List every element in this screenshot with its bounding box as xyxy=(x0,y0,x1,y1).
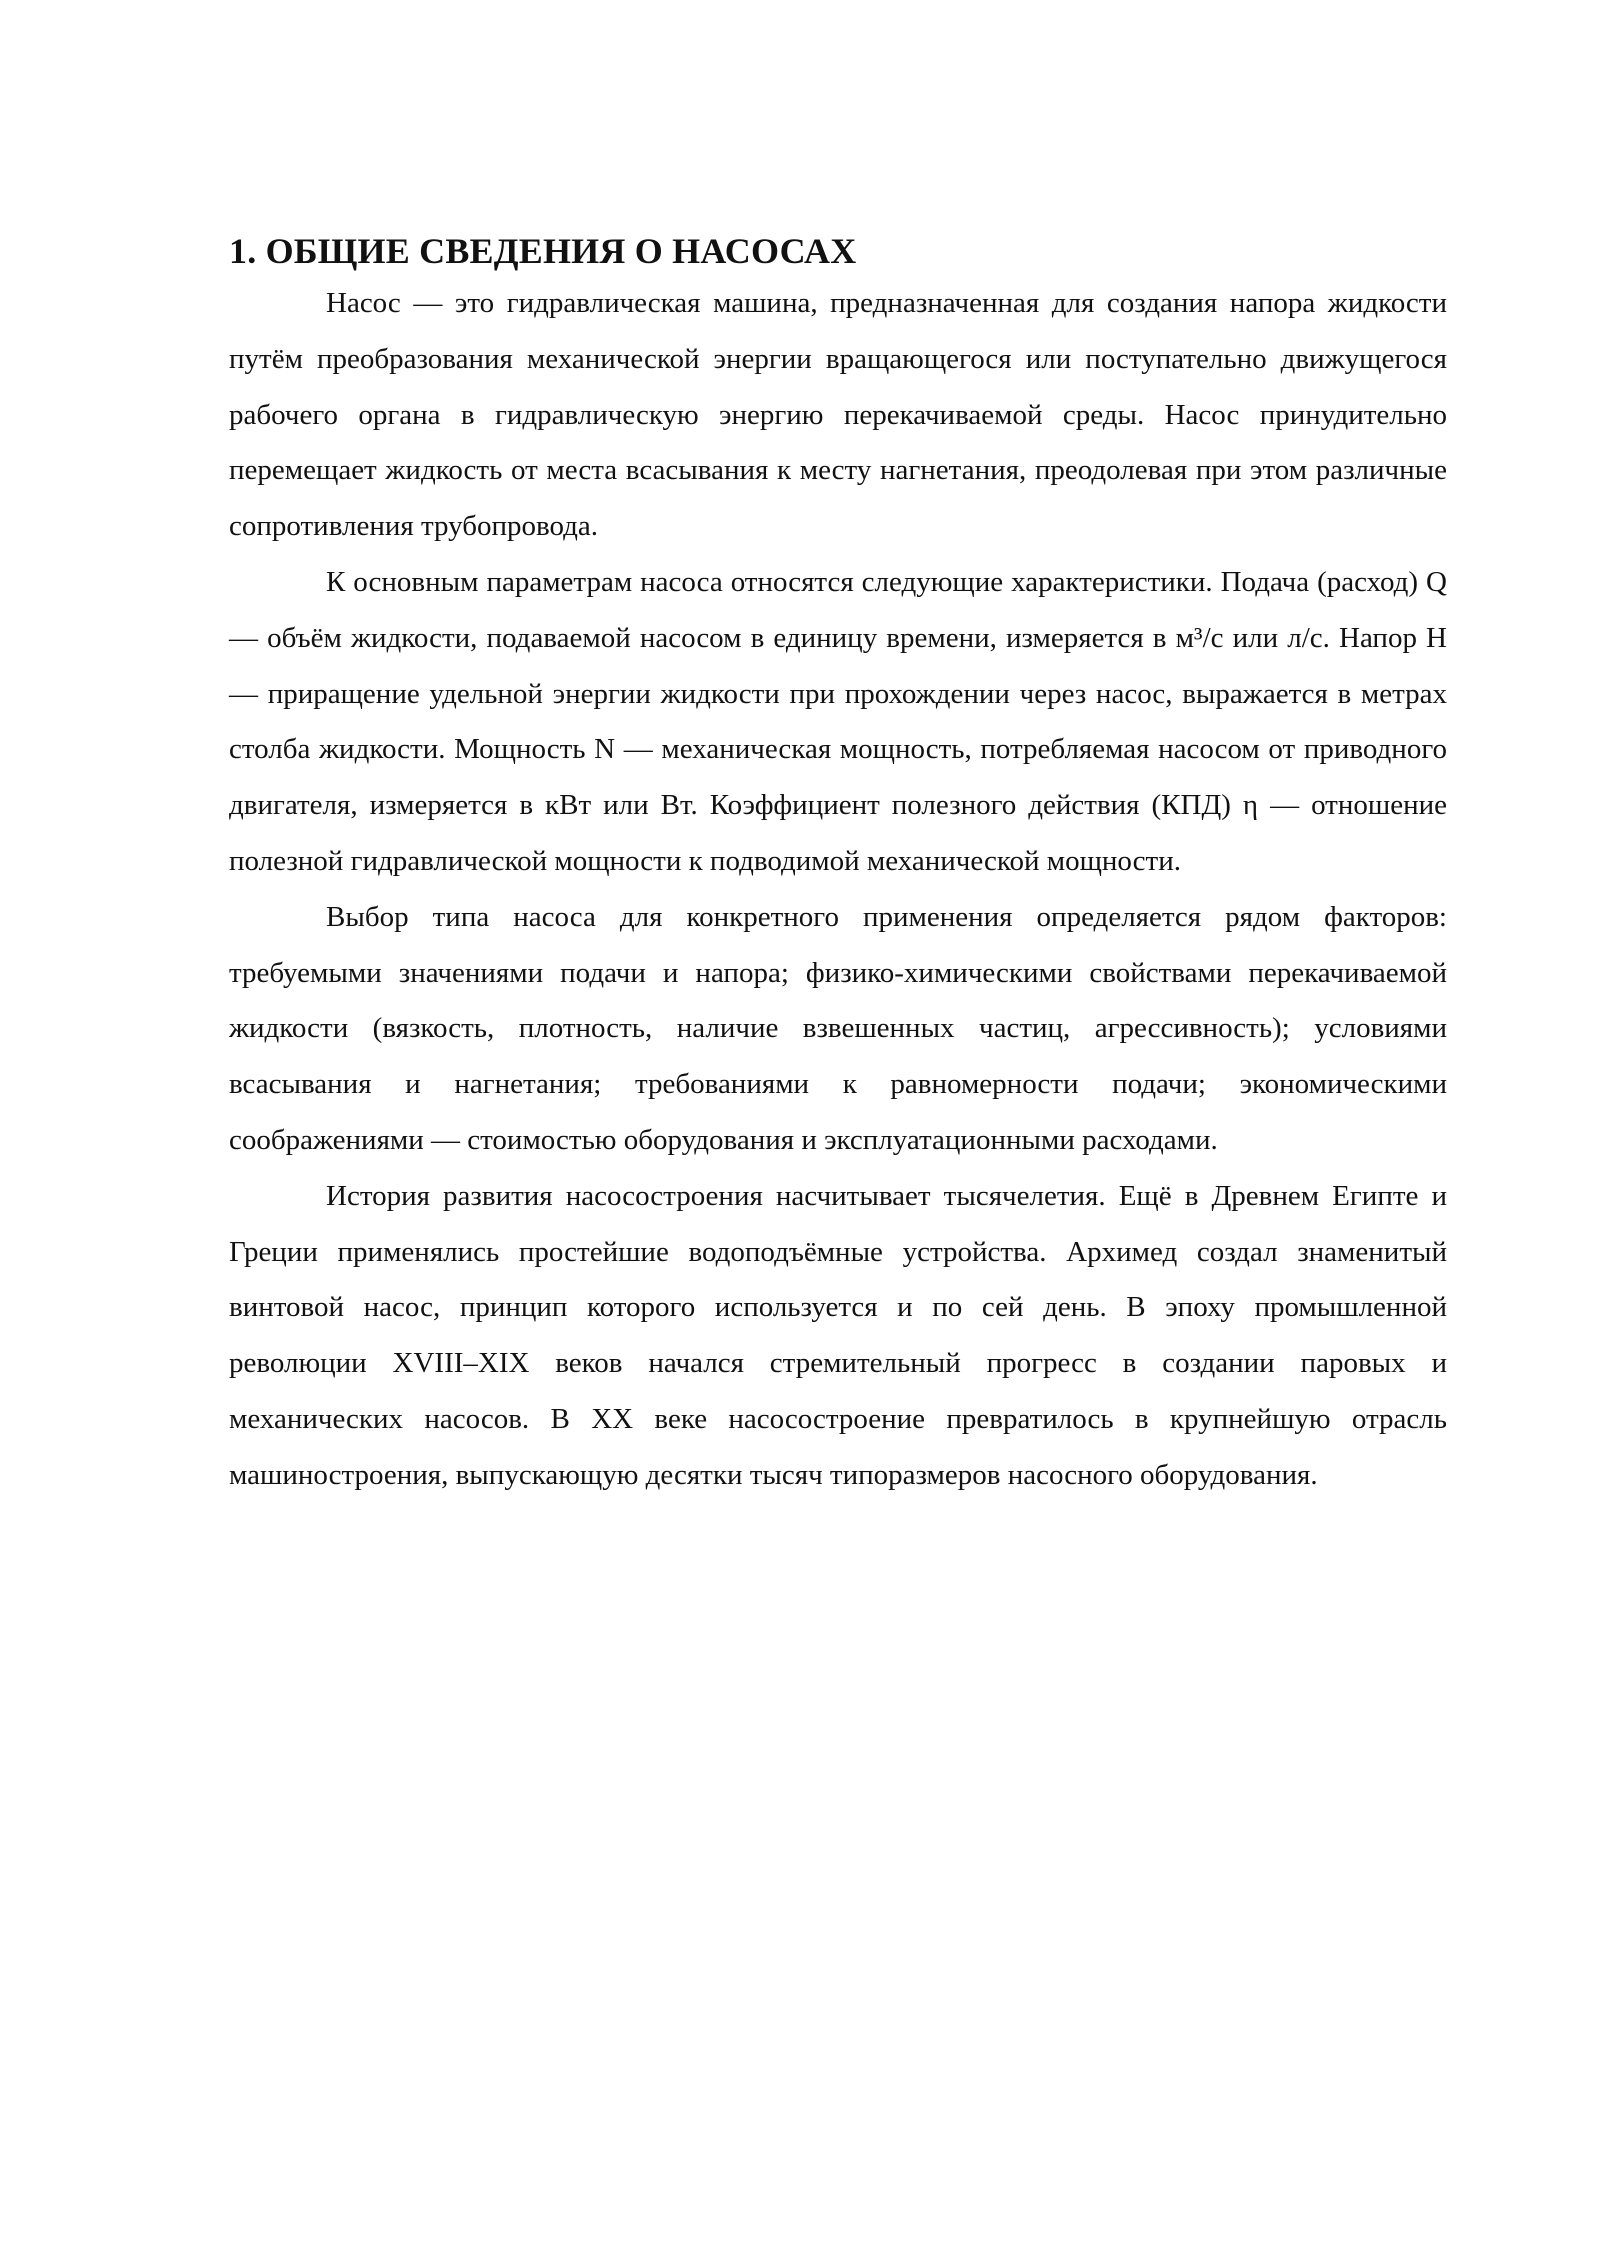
paragraph-pump-history: История развития насосостроения насчитывает тысячелетия. Ещё в Древнем Египте и Греции применялись простейшие водоподъёмные устройства. Архимед создал знаменитый винтовой насос, принцип которого используется и по сей день. В эпоху промышленной революции XVIII–XIX веков начался стремительный прогресс в создании паровых и механических насосов. В XX веке насосостроение превратилось в крупнейшую отрасль машиностроения, выпускающую десятки тысяч типоразмеров насосного оборудования. xyxy=(229,1179,1447,1491)
document-body xyxy=(229,226,1447,1504)
section-heading: 1. ОБЩИЕ СВЕДЕНИЯ О НАСОСАХ xyxy=(229,231,857,271)
paragraph-pump-selection: Выбор типа насоса для конкретного применения определяется рядом факторов: требуемыми значениями подачи и напора; физико-химическими свойствами перекачиваемой жидкости (вязкость, плотность, наличие взвешенных частиц, агрессивность); условиями всасывания и нагнетания; требованиями к равномерности подачи; экономическими соображениями — стоимостью оборудования и эксплуатационными расходами. xyxy=(229,900,1447,1156)
paragraph-pump-definition: Насос — это гидравлическая машина, предназначенная для создания напора жидкости путём преобразования механической энергии вращающегося или поступательно движущегося рабочего органа в гидравлическую энергию перекачиваемой среды. Насос принудительно перемещает жидкость от места всасывания к месту нагнетания, преодолевая при этом различные сопротивления трубопровода. xyxy=(229,287,1447,543)
paragraph-pump-parameters: К основным параметрам насоса относятся следующие характеристики. Подача (расход) Q — объём жидкости, подаваемой насосом в единицу времени, измеряется в м³/с или л/с. Напор H — приращение удельной энергии жидкости при прохождении через насос, выражается в метрах столба жидкости. Мощность N — механическая мощность, потребляемая насосом от приводного двигателя, измеряется в кВт или Вт. Коэффициент полезного действия (КПД) η — отношение полезной гидравлической мощности к подводимой механической мощности. xyxy=(229,565,1447,877)
